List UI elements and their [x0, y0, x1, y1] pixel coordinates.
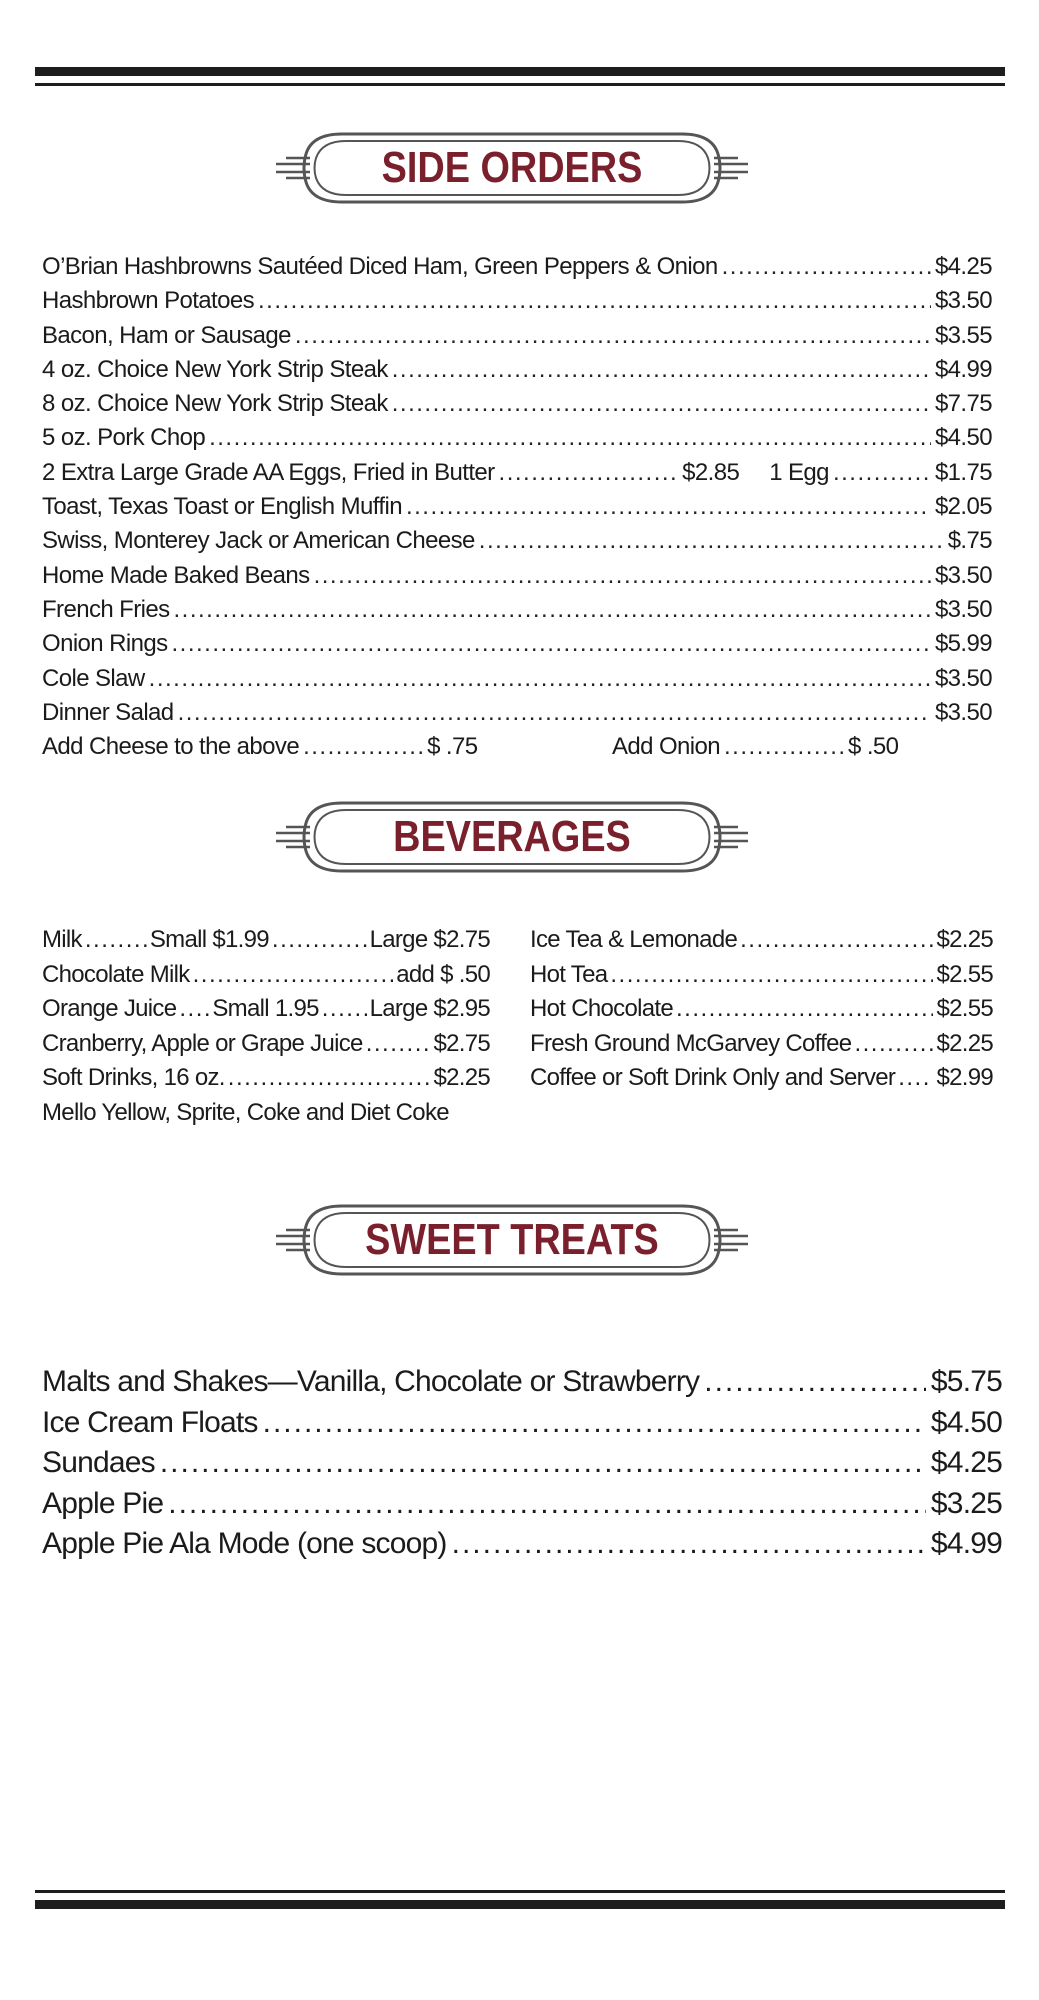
item-price: $3.50 [934, 595, 992, 623]
beverages-right-column [530, 923, 993, 1096]
addon-price: $ .50 [848, 733, 899, 761]
leader-dots [314, 559, 931, 593]
bottom-rule-thin [35, 1890, 1005, 1893]
beverage-row [42, 958, 490, 993]
leader-dots [392, 387, 931, 421]
beverage-label: Ice Tea & Lemonade [530, 926, 738, 953]
leader-dots [724, 730, 844, 764]
beverage-price: $2.25 [936, 1029, 993, 1057]
item-price-secondary: $1.75 [934, 458, 992, 486]
leader-dots [149, 662, 931, 696]
leader-dots [322, 992, 367, 1027]
treat-row [42, 1403, 1002, 1444]
beverage-price: $2.55 [936, 995, 993, 1022]
leader-dots [85, 923, 147, 958]
beverage-label: Cranberry, Apple or Grape Juice [42, 1029, 363, 1057]
item-price: $3.50 [934, 287, 992, 315]
beverage-label: Hot Tea [530, 960, 608, 988]
beverage-row [530, 1061, 993, 1096]
beverage-price: $2.55 [936, 960, 993, 988]
leader-dots [452, 1524, 926, 1565]
menu-item-row [42, 387, 992, 421]
beverage-value: Small 1.95 [212, 995, 319, 1022]
leader-dots [406, 490, 931, 524]
item-label: Toast, Texas Toast or English Muffin [42, 493, 402, 521]
beverage-note: Mello Yellow, Sprite, Coke and Diet Coke [42, 1098, 449, 1126]
beverages-title: BEVERAGES [393, 812, 631, 861]
beverage-label: Milk [42, 926, 82, 953]
addon-label: Add Cheese to the above [42, 733, 300, 761]
leader-dots [160, 1443, 926, 1484]
item-label: Bacon, Ham or Sausage [42, 321, 291, 349]
beverage-price: $2.25 [936, 926, 993, 953]
beverage-value-large: Large $2.75 [369, 926, 490, 953]
addon-label: Add Onion [612, 733, 721, 761]
leader-dots [272, 923, 367, 958]
beverage-label: Fresh Ground McGarvey Coffee [530, 1029, 852, 1057]
leader-dots [479, 524, 944, 558]
item-label: 5 oz. Pork Chop [42, 424, 206, 452]
leader-dots [704, 1362, 926, 1403]
leader-dots [209, 421, 931, 455]
menu-item-row [42, 662, 992, 696]
addon-price: $ .75 [427, 733, 478, 761]
menu-item-row [42, 696, 992, 730]
treat-price: $5.75 [930, 1365, 1002, 1398]
item-price: $3.50 [934, 561, 992, 589]
item-price: $4.99 [934, 355, 992, 383]
item-label: Dinner Salad [42, 698, 174, 726]
beverage-row [530, 923, 993, 958]
menu-item-row [42, 559, 992, 593]
menu-item-row [42, 456, 992, 490]
addon-cheese [42, 730, 478, 764]
menu-item-row [42, 284, 992, 318]
side-orders-banner [272, 128, 752, 208]
leader-dots [258, 284, 931, 318]
bottom-rule-thick [35, 1900, 1005, 1909]
item-price: $4.50 [934, 424, 992, 452]
beverages-left-column [42, 923, 490, 1130]
beverage-label: Hot Chocolate [530, 995, 673, 1022]
beverage-row [530, 992, 993, 1027]
leader-dots [898, 1061, 933, 1096]
addon-onion [612, 730, 898, 764]
item-price: $5.99 [934, 630, 992, 658]
leader-dots [854, 1027, 933, 1062]
item-label: 2 Extra Large Grade AA Eggs, Fried in Butter [42, 458, 495, 486]
item-price: $3.50 [934, 698, 992, 726]
leader-dots [174, 593, 931, 627]
beverage-label: Orange Juice [42, 995, 177, 1022]
item-price: $.75 [947, 527, 992, 555]
beverages-banner [272, 797, 752, 877]
leader-dots [610, 958, 933, 993]
addon-row [42, 730, 992, 764]
leader-dots [263, 1403, 926, 1444]
menu-item-row [42, 421, 992, 455]
leader-dots [193, 958, 394, 993]
leader-dots [722, 250, 931, 284]
top-rule-thick [35, 67, 1005, 76]
item-price: $2.05 [934, 493, 992, 521]
beverage-row [42, 923, 490, 958]
menu-item-row [42, 524, 992, 558]
side-orders-list [42, 250, 992, 764]
item-label: Hashbrown Potatoes [42, 287, 254, 315]
item-label: Swiss, Monterey Jack or American Cheese [42, 527, 475, 555]
beverage-row [42, 992, 490, 1027]
sweet-treats-title: SWEET TREATS [365, 1215, 659, 1264]
beverage-row [42, 1027, 490, 1062]
treat-label: Malts and Shakes—Vanilla, Chocolate or Strawberry [42, 1365, 700, 1398]
menu-item-row [42, 319, 992, 353]
treat-label: Apple Pie Ala Mode (one scoop) [42, 1527, 447, 1560]
menu-item-row [42, 593, 992, 627]
treat-price: $4.50 [930, 1405, 1002, 1439]
item-price: $4.25 [934, 253, 992, 280]
item-price: $3.55 [934, 321, 992, 349]
beverage-value: add $ .50 [396, 960, 490, 988]
leader-dots [179, 992, 209, 1027]
item-price: $7.75 [934, 390, 992, 418]
leader-dots [303, 730, 423, 764]
beverage-value: $2.75 [433, 1029, 490, 1057]
leader-dots [833, 456, 931, 490]
treat-label: Apple Pie [42, 1486, 164, 1520]
item-label: French Fries [42, 595, 170, 623]
leader-dots [228, 1061, 431, 1096]
beverage-label: Soft Drinks, 16 oz. [42, 1064, 225, 1091]
beverage-value-large: Large $2.95 [369, 995, 490, 1022]
leader-dots [366, 1027, 431, 1062]
item-label: 8 oz. Choice New York Strip Steak [42, 390, 388, 418]
leader-dots [178, 696, 931, 730]
item-label-secondary: 1 Egg [769, 458, 829, 486]
item-price: $3.50 [934, 664, 992, 692]
leader-dots [295, 319, 931, 353]
beverage-label: Coffee or Soft Drink Only and Server [530, 1064, 896, 1091]
beverage-label: Chocolate Milk [42, 960, 190, 988]
item-label: Cole Slaw [42, 664, 145, 692]
item-label: O’Brian Hashbrowns Sautéed Diced Ham, Green Peppers & Onion [42, 253, 718, 280]
leader-dots [740, 923, 933, 958]
leader-dots [171, 627, 930, 661]
treat-label: Ice Cream Floats [42, 1405, 258, 1439]
beverage-value: Small $1.99 [149, 926, 269, 953]
item-label: 4 oz. Choice New York Strip Steak [42, 355, 388, 383]
treat-row [42, 1484, 1002, 1525]
menu-item-row [42, 353, 992, 387]
sweet-treats-banner [272, 1200, 752, 1280]
leader-dots [168, 1484, 926, 1525]
beverage-row [42, 1061, 490, 1096]
treat-row [42, 1524, 1002, 1565]
side-orders-title: SIDE ORDERS [381, 143, 643, 192]
leader-dots [676, 992, 933, 1027]
treat-row [42, 1443, 1002, 1484]
treat-price: $4.99 [930, 1527, 1002, 1560]
leader-dots [392, 353, 931, 387]
treat-row [42, 1362, 1002, 1403]
beverage-row [530, 1027, 993, 1062]
treat-price: $3.25 [930, 1486, 1002, 1520]
beverage-value: $2.25 [433, 1064, 490, 1091]
treat-price: $4.25 [930, 1446, 1002, 1479]
item-label: Home Made Baked Beans [42, 561, 310, 589]
beverage-price: $2.99 [936, 1064, 993, 1091]
menu-item-row [42, 250, 992, 284]
treat-label: Sundaes [42, 1446, 155, 1479]
item-label: Onion Rings [42, 630, 168, 658]
top-rule-thin [35, 83, 1005, 86]
menu-item-row [42, 490, 992, 524]
leader-dots [499, 456, 679, 490]
sweet-treats-list [42, 1362, 1002, 1565]
item-price: $2.85 [682, 458, 740, 486]
menu-item-row [42, 627, 992, 661]
beverage-row [530, 958, 993, 993]
